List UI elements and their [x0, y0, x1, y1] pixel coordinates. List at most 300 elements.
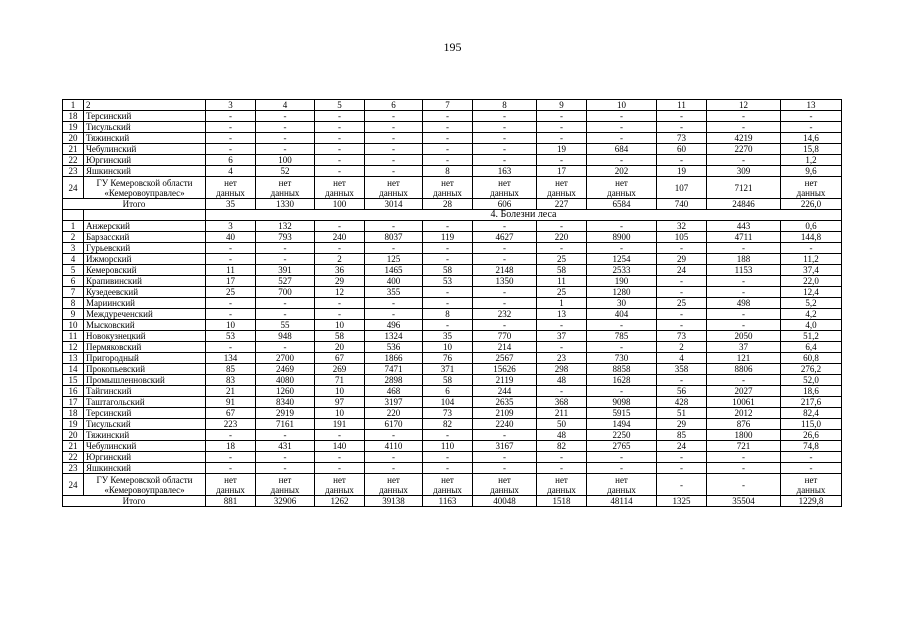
- table-cell: 37,4: [781, 265, 842, 276]
- table-cell: -: [657, 452, 707, 463]
- table-cell: 2027: [707, 386, 781, 397]
- table-cell: 32906: [256, 496, 315, 507]
- table-row: [63, 144, 842, 155]
- table-cell: 12: [707, 100, 781, 111]
- table-cell: -: [473, 463, 537, 474]
- table-cell: 67: [315, 353, 365, 364]
- table-cell: 73: [657, 331, 707, 342]
- table-cell: 468: [365, 386, 423, 397]
- table-cell: 1330: [256, 199, 315, 210]
- table-cell: 1866: [365, 353, 423, 364]
- no-data-line1: нет: [615, 177, 628, 188]
- table-cell: -: [423, 111, 473, 122]
- table-cell: 1229,8: [781, 496, 842, 507]
- table-cell: -: [473, 122, 537, 133]
- table-cell: 16: [63, 386, 84, 397]
- table-cell: 35: [206, 199, 256, 210]
- no-data-cell: [256, 177, 315, 199]
- table-cell: 134: [206, 353, 256, 364]
- table-cell: 8806: [707, 364, 781, 375]
- table-cell: 18: [63, 111, 84, 122]
- table-cell: Терсинский: [84, 408, 206, 419]
- table-cell: -: [707, 243, 781, 254]
- table-cell: -: [587, 111, 657, 122]
- table-cell: 110: [423, 441, 473, 452]
- table-cell: -: [423, 221, 473, 232]
- table-cell: Яшкинский: [84, 463, 206, 474]
- table-cell: -: [365, 166, 423, 177]
- table-cell: 132: [256, 221, 315, 232]
- table-cell: 51: [657, 408, 707, 419]
- table-cell: -: [423, 430, 473, 441]
- forest-data-table: [62, 99, 842, 507]
- table-cell: 2: [657, 342, 707, 353]
- table-row: [63, 155, 842, 166]
- table-cell: 13: [781, 100, 842, 111]
- table-cell: 700: [256, 287, 315, 298]
- table-cell: -: [256, 342, 315, 353]
- table-cell: -: [657, 111, 707, 122]
- table-cell: Анжерский: [84, 221, 206, 232]
- table-cell: 21: [63, 144, 84, 155]
- table-cell: 1: [63, 100, 84, 111]
- table-cell: 14: [63, 364, 84, 375]
- table-cell: -: [707, 320, 781, 331]
- table-cell: 496: [365, 320, 423, 331]
- row-number: 24: [63, 177, 84, 199]
- table-cell: 15,8: [781, 144, 842, 155]
- table-cell: 56: [657, 386, 707, 397]
- table-cell: 21: [206, 386, 256, 397]
- table-cell: -: [473, 221, 537, 232]
- table-cell: 19: [657, 166, 707, 177]
- table-cell: 10: [587, 100, 657, 111]
- table-cell: 1465: [365, 265, 423, 276]
- table-cell: 226,0: [781, 199, 842, 210]
- table-cell: -: [365, 243, 423, 254]
- table-cell: Гурьевский: [84, 243, 206, 254]
- table-cell: 358: [657, 364, 707, 375]
- table-cell: -: [315, 111, 365, 122]
- table-cell: -: [587, 320, 657, 331]
- table-cell: 82: [423, 419, 473, 430]
- table-cell: 227: [537, 199, 587, 210]
- table-cell: 25: [537, 254, 587, 265]
- table-cell: -: [256, 133, 315, 144]
- table-cell: -: [206, 452, 256, 463]
- table-cell: 36: [315, 265, 365, 276]
- table-cell: 121: [707, 353, 781, 364]
- table-cell: 6584: [587, 199, 657, 210]
- table-cell: 4,2: [781, 309, 842, 320]
- org-name: [84, 177, 206, 199]
- no-data-line2: данных: [547, 484, 576, 495]
- table-cell: 11: [206, 265, 256, 276]
- table-body: [63, 100, 842, 507]
- table-cell: 29: [315, 276, 365, 287]
- table-cell: 115,0: [781, 419, 842, 430]
- table-cell: 28: [423, 199, 473, 210]
- table-cell: 10061: [707, 397, 781, 408]
- table-cell: 721: [707, 441, 781, 452]
- table-cell: Юргинский: [84, 155, 206, 166]
- table-cell: -: [256, 430, 315, 441]
- table-cell: 6: [63, 276, 84, 287]
- no-data-line2: данных: [379, 187, 408, 198]
- table-row: [63, 386, 842, 397]
- table-cell: 785: [587, 331, 657, 342]
- table-cell: -: [423, 320, 473, 331]
- table-cell: -: [315, 452, 365, 463]
- table-cell: 220: [365, 408, 423, 419]
- table-row: [63, 430, 842, 441]
- table-cell: -: [657, 287, 707, 298]
- table-cell: -: [537, 221, 587, 232]
- table-cell: 35504: [707, 496, 781, 507]
- table-cell: -: [315, 430, 365, 441]
- table-cell: Яшкинский: [84, 166, 206, 177]
- table-cell: -: [587, 342, 657, 353]
- table-cell: 606: [473, 199, 537, 210]
- table-cell: 91: [206, 397, 256, 408]
- table-cell: Новокузнецкий: [84, 331, 206, 342]
- no-data-line2: данных: [433, 187, 462, 198]
- table-cell: 428: [657, 397, 707, 408]
- table-cell: -: [473, 111, 537, 122]
- table-cell: 2240: [473, 419, 537, 430]
- table-cell: 6: [365, 100, 423, 111]
- table-cell: -: [657, 122, 707, 133]
- table-cell: -: [707, 122, 781, 133]
- table-cell: 22: [63, 452, 84, 463]
- table-cell: -: [423, 254, 473, 265]
- table-cell: -: [587, 243, 657, 254]
- table-cell: -: [256, 254, 315, 265]
- table-cell: 948: [256, 331, 315, 342]
- table-cell: 60,8: [781, 353, 842, 364]
- table-cell: 9,6: [781, 166, 842, 177]
- table-cell: 2765: [587, 441, 657, 452]
- table-cell: 8: [63, 298, 84, 309]
- table-cell: -: [657, 243, 707, 254]
- no-data-line2: данных: [607, 484, 636, 495]
- table-cell: 217,6: [781, 397, 842, 408]
- table-cell: 881: [206, 496, 256, 507]
- table-cell: 4110: [365, 441, 423, 452]
- table-cell: 25: [206, 287, 256, 298]
- table-cell: 244: [473, 386, 537, 397]
- table-cell: -: [365, 430, 423, 441]
- table-row: [63, 232, 842, 243]
- table-cell: -: [315, 144, 365, 155]
- no-data-line1: нет: [224, 177, 237, 188]
- no-data-cell: [315, 177, 365, 199]
- header-row: [63, 100, 842, 111]
- table-row: [63, 298, 842, 309]
- table-cell: Кузедеевский: [84, 287, 206, 298]
- table-cell: 58: [315, 331, 365, 342]
- table-cell: Тисульский: [84, 122, 206, 133]
- table-cell: 52: [256, 166, 315, 177]
- table-cell: -: [473, 452, 537, 463]
- no-data-line2: данных: [216, 187, 245, 198]
- no-data-line2: данных: [796, 187, 826, 198]
- table-cell: 2119: [473, 375, 537, 386]
- table-cell: -: [587, 386, 657, 397]
- table-cell: 18: [63, 408, 84, 419]
- table-cell: -: [315, 155, 365, 166]
- table-cell: 4080: [256, 375, 315, 386]
- table-cell: -: [423, 287, 473, 298]
- table-cell: -: [707, 155, 781, 166]
- table-cell: -: [206, 254, 256, 265]
- table-row: [63, 265, 842, 276]
- table-cell: 8: [473, 100, 537, 111]
- table-cell: 24: [657, 441, 707, 452]
- table-cell: -: [206, 111, 256, 122]
- table-row: [63, 287, 842, 298]
- table-cell: 536: [365, 342, 423, 353]
- table-cell: 8340: [256, 397, 315, 408]
- no-data-cell: [365, 177, 423, 199]
- no-data-line1: нет: [555, 177, 568, 188]
- table-cell: 498: [707, 298, 781, 309]
- table-row: [63, 221, 842, 232]
- no-data-cell: [206, 474, 256, 496]
- no-data-line1: нет: [278, 474, 292, 485]
- table-cell: 684: [587, 144, 657, 155]
- table-cell: 37: [537, 331, 587, 342]
- no-data-line2: данных: [270, 187, 300, 198]
- table-cell: -: [707, 287, 781, 298]
- table-cell: -: [707, 463, 781, 474]
- table-cell: -: [256, 144, 315, 155]
- table-cell: 8037: [365, 232, 423, 243]
- table-cell: 2148: [473, 265, 537, 276]
- table-cell: 32: [657, 221, 707, 232]
- table-cell: 48114: [587, 496, 657, 507]
- table-row: [63, 133, 842, 144]
- table-cell: Прокопьевский: [84, 364, 206, 375]
- table-cell: -: [423, 243, 473, 254]
- table-cell: 53: [423, 276, 473, 287]
- table-cell: 7471: [365, 364, 423, 375]
- table-cell: 37: [707, 342, 781, 353]
- table-cell: -: [206, 309, 256, 320]
- table-cell: 1260: [256, 386, 315, 397]
- table-cell: 4: [206, 166, 256, 177]
- table-cell: 3: [206, 221, 256, 232]
- table-cell: -: [587, 155, 657, 166]
- table-cell: -: [256, 452, 315, 463]
- table-cell: -: [587, 463, 657, 474]
- table-cell: 1518: [537, 496, 587, 507]
- table-cell: 17: [537, 166, 587, 177]
- no-data-line2: данных: [547, 187, 576, 198]
- table-cell: -: [781, 111, 842, 122]
- table-cell: 23: [63, 463, 84, 474]
- table-cell: 793: [256, 232, 315, 243]
- table-cell: -: [657, 155, 707, 166]
- no-data-line1: нет: [498, 474, 511, 485]
- table-cell: 12: [63, 342, 84, 353]
- table-cell: -: [537, 243, 587, 254]
- table-cell: 100: [315, 199, 365, 210]
- table-cell: Кемеровский: [84, 265, 206, 276]
- table-cell: 82,4: [781, 408, 842, 419]
- table-cell: -: [423, 463, 473, 474]
- table-cell: 1163: [423, 496, 473, 507]
- table-cell: 730: [587, 353, 657, 364]
- table-cell: 58: [423, 375, 473, 386]
- table-cell: 52,0: [781, 375, 842, 386]
- table-cell: Междуреченский: [84, 309, 206, 320]
- table-cell: -: [537, 111, 587, 122]
- no-data-cell: [473, 177, 537, 199]
- table-cell: -: [707, 309, 781, 320]
- table-row: [63, 397, 842, 408]
- table-cell: -: [707, 474, 781, 496]
- table-cell: -: [206, 243, 256, 254]
- table-cell: 391: [256, 265, 315, 276]
- section-title: 4. Болезни леса: [206, 210, 842, 221]
- table-cell: 1254: [587, 254, 657, 265]
- table-cell: 2: [63, 232, 84, 243]
- table-cell: 10: [206, 320, 256, 331]
- table-cell: 1,2: [781, 155, 842, 166]
- table-cell: -: [657, 474, 707, 496]
- table-cell: Крапивинский: [84, 276, 206, 287]
- table-cell: 3014: [365, 199, 423, 210]
- table-cell: 85: [206, 364, 256, 375]
- table-cell: -: [315, 122, 365, 133]
- table-cell: -: [256, 309, 315, 320]
- table-cell: 3197: [365, 397, 423, 408]
- table-cell: -: [423, 452, 473, 463]
- table-cell: 0,6: [781, 221, 842, 232]
- table-cell: -: [473, 320, 537, 331]
- table-cell: 12,4: [781, 287, 842, 298]
- table-cell: 15: [63, 375, 84, 386]
- table-cell: -: [365, 111, 423, 122]
- table-cell: 22: [63, 155, 84, 166]
- table-cell: 73: [657, 133, 707, 144]
- table-cell: 40: [206, 232, 256, 243]
- table-cell: Пригородный: [84, 353, 206, 364]
- page-number: 195: [443, 40, 462, 54]
- table-cell: 144,8: [781, 232, 842, 243]
- table-cell: 67: [206, 408, 256, 419]
- table-cell: -: [707, 276, 781, 287]
- table-cell: 2270: [707, 144, 781, 155]
- table-cell: 20: [63, 133, 84, 144]
- table-cell: Тяжинский: [84, 430, 206, 441]
- table-cell: 4711: [707, 232, 781, 243]
- table-cell: 7161: [256, 419, 315, 430]
- table-cell: 1324: [365, 331, 423, 342]
- table-cell: 5: [315, 100, 365, 111]
- table-cell: -: [365, 155, 423, 166]
- table-cell: 2700: [256, 353, 315, 364]
- table-cell: 74,8: [781, 441, 842, 452]
- table-cell: -: [256, 122, 315, 133]
- table-cell: -: [365, 221, 423, 232]
- table-cell: -: [587, 133, 657, 144]
- table-cell: 18,6: [781, 386, 842, 397]
- table-cell: -: [537, 386, 587, 397]
- table-cell: 3167: [473, 441, 537, 452]
- table-cell: 4: [657, 353, 707, 364]
- table-cell: 1628: [587, 375, 657, 386]
- table-cell: -: [315, 309, 365, 320]
- no-data-cell: [587, 177, 657, 199]
- table-cell: 48: [537, 375, 587, 386]
- no-data-cell: [473, 474, 537, 496]
- table-cell: 11: [63, 331, 84, 342]
- section-row: [63, 210, 842, 221]
- table-cell: 355: [365, 287, 423, 298]
- table-cell: 18: [206, 441, 256, 452]
- table-row: [63, 320, 842, 331]
- table-cell: 8858: [587, 364, 657, 375]
- table-cell: -: [206, 342, 256, 353]
- table-cell: 876: [707, 419, 781, 430]
- table-cell: -: [365, 463, 423, 474]
- table-cell: 85: [657, 430, 707, 441]
- table-cell: Тисульский: [84, 419, 206, 430]
- table-cell: Ижморский: [84, 254, 206, 265]
- org-name-line2: «Кемеровоуправлес»: [104, 187, 185, 198]
- table-cell: 202: [587, 166, 657, 177]
- table-row: [63, 331, 842, 342]
- table-cell: -: [365, 452, 423, 463]
- total-label: Итого: [63, 496, 206, 507]
- table-cell: 4219: [707, 133, 781, 144]
- org-name: [84, 474, 206, 496]
- no-data-line1: нет: [498, 177, 511, 188]
- table-row: [63, 276, 842, 287]
- table-cell: 163: [473, 166, 537, 177]
- table-cell: Барзасский: [84, 232, 206, 243]
- table-cell: 2469: [256, 364, 315, 375]
- table-cell: 48: [537, 430, 587, 441]
- table-row: [63, 419, 842, 430]
- table-cell: -: [206, 144, 256, 155]
- table-cell: 10: [315, 320, 365, 331]
- total-row: [63, 199, 842, 210]
- table-cell: 2635: [473, 397, 537, 408]
- table-cell: 211: [537, 408, 587, 419]
- table-cell: -: [781, 463, 842, 474]
- table-cell: 404: [587, 309, 657, 320]
- table-cell: 107: [657, 177, 707, 199]
- table-cell: -: [537, 452, 587, 463]
- table-cell: -: [537, 342, 587, 353]
- no-data-line2: данных: [607, 187, 636, 198]
- table-cell: -: [473, 430, 537, 441]
- table-cell: 6: [423, 386, 473, 397]
- table-cell: 240: [315, 232, 365, 243]
- table-cell: 770: [473, 331, 537, 342]
- no-data-line2: данных: [325, 484, 354, 495]
- no-data-cell: [365, 474, 423, 496]
- table-cell: 9: [63, 309, 84, 320]
- table-cell: 5915: [587, 408, 657, 419]
- org-name-line1: ГУ Кемеровской области: [96, 474, 193, 485]
- table-cell: 25: [657, 298, 707, 309]
- no-data-cell: [423, 474, 473, 496]
- table-cell: 11: [657, 100, 707, 111]
